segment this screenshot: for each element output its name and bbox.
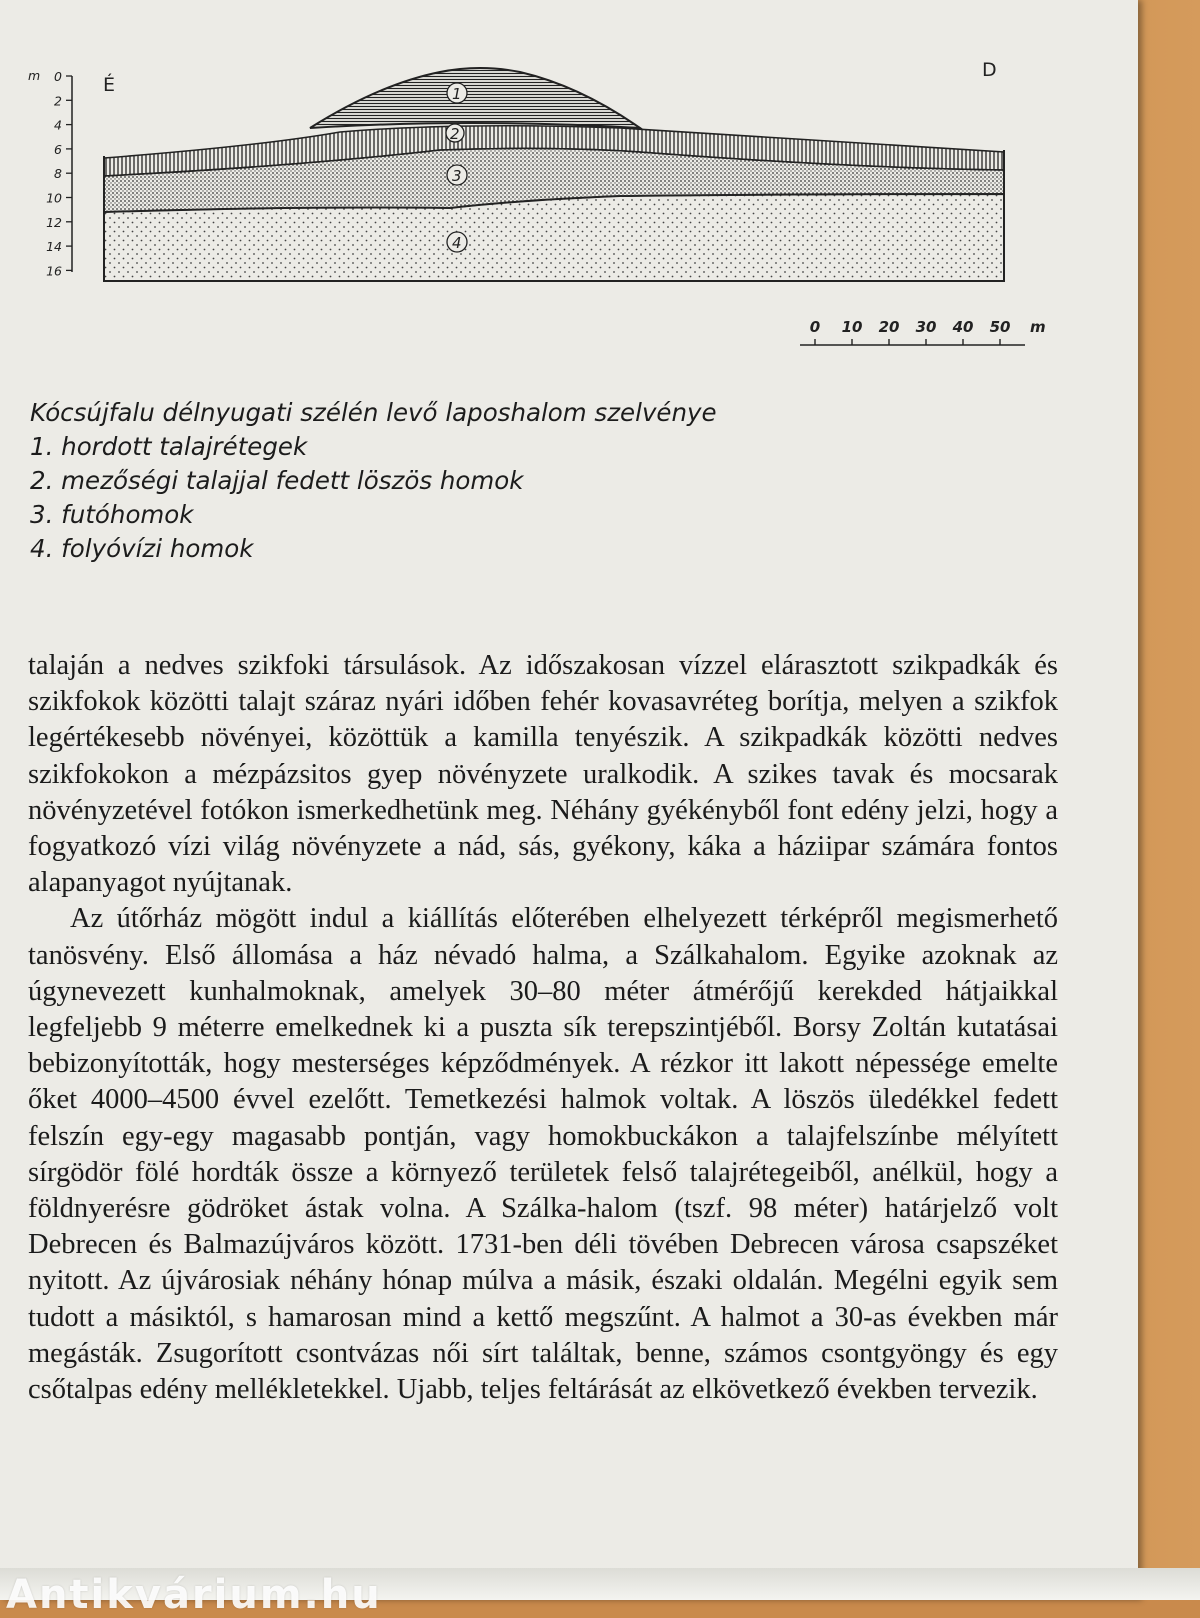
depth-tick-label: 16 <box>46 263 62 279</box>
layer-marker-1 <box>447 83 467 103</box>
depth-tick-label: 4 <box>54 117 62 133</box>
scale-unit-label: m <box>1030 318 1046 336</box>
soil-profile-figure <box>0 40 1080 370</box>
depth-tick-label: 10 <box>46 190 62 206</box>
scale-tick-label: 50 <box>989 318 1011 336</box>
depth-tick-label: 0 <box>54 69 62 84</box>
body-text <box>28 648 1058 1408</box>
paragraph-2: Az útőrház mögött indul a kiállítás előterében elhelyezett térképről megismerhető tanösvény. Első állomása a ház névadó halma, a Szálkahalom. Egyike azoknak az úgynevezett kunhalmoknak, amelyek 30–80 méter átmérőjű kerekded hátjaikkal legfeljebb 9 méterre emelkednek ki a puszta sík terepszintjéből. Borsy Zoltán kutatásai bebizonyították, hogy mesterséges képződmények. A rézkor itt lakott népessége emelte őket 4000–4500 évvel ezelőtt. Temetkezési halmok voltak. A löszös üledékkel fedett felszín egy-egy magasabb pontján, vagy homokbuckákon a talajfelszínbe mélyített sírgödör fölé hordták össze a környező területek felső talajrétegeiből, anélkül, hogy a földnyerésre gödröket ástak volna. A Szálka-halom (tszf. 98 méter) határjelző volt Debrecen és Balmazújváros között. 1731-ben déli tövében Debrecen városa csapszéket nyitott. Az újvárosiak néhány hónap múlva a másik, északi oldalán. Megélni egyik sem tudott a másiktól, s hamarosan mind a kettő megszűnt. A halmot a 30-as években már megásták. Zsugorított csontvázas női sírt találtak, benne, számos csontgyöngy és egy csőtalpas edény mellékletekkel. Ujabb, teljes feltárását az elkövetkező években tervezik. <box>28 903 1058 1406</box>
layer-1-hauled-soil <box>310 68 640 128</box>
scale-tick-label: 40 <box>952 318 974 336</box>
north-label: É <box>103 74 116 96</box>
svg-text:4: 4 <box>452 234 462 252</box>
caption-item-2: 2. mezőségi talajjal fedett löszös homok <box>30 466 524 495</box>
figure-caption <box>30 396 1030 566</box>
watermark: Antikvárium.hu <box>6 1572 382 1618</box>
depth-tick-label: 6 <box>54 141 62 157</box>
svg-text:2: 2 <box>450 125 460 143</box>
depth-tick-label: 12 <box>46 214 62 230</box>
depth-unit-label: m <box>28 68 41 83</box>
caption-item-3: 3. futóhomok <box>30 500 194 529</box>
scale-bar <box>800 318 1046 345</box>
svg-text:3: 3 <box>452 167 462 185</box>
svg-text:1: 1 <box>452 85 462 103</box>
caption-title: Kócsújfalu délnyugati szélén levő laposhalom szelvénye <box>30 398 717 427</box>
depth-tick-label: 8 <box>54 166 62 182</box>
depth-tick-label: 14 <box>46 239 62 255</box>
depth-axis <box>28 68 72 278</box>
south-label: D <box>982 59 997 81</box>
caption-item-1: 1. hordott talajrétegek <box>30 432 308 461</box>
layer-marker-3 <box>447 165 467 185</box>
layer-marker-4 <box>447 232 467 252</box>
depth-tick-label: 2 <box>54 93 62 109</box>
paragraph-1: talaján a nedves szikfoki társulások. Az időszakosan vízzel elárasztott szikpadkák és szikfokok közötti talajt száraz nyári időben fehér kovasavréteg borítja, melyen a szikfok legértékesebb növényei, közöttük a kamilla tenyészik. A szikpadkák közötti nedves szikfokokon a mézpázsitos gyep növényzete uralkodik. A szikes tavak és mocsarak növényzetével fotókon ismerkedhetünk meg. Néhány gyékényből font edény jelzi, hogy a fogyatkozó vízi világ növényzete a nád, sás, gyékony, káka a háziipar számára fontos alapanyagot nyújtanak. <box>28 650 1058 899</box>
scale-tick-label: 10 <box>841 318 863 336</box>
caption-item-4: 4. folyóvízi homok <box>30 534 254 563</box>
layer-marker-2 <box>446 124 464 143</box>
scale-tick-label: 0 <box>809 318 821 336</box>
scale-tick-label: 30 <box>915 318 937 336</box>
scale-tick-label: 20 <box>878 318 900 336</box>
